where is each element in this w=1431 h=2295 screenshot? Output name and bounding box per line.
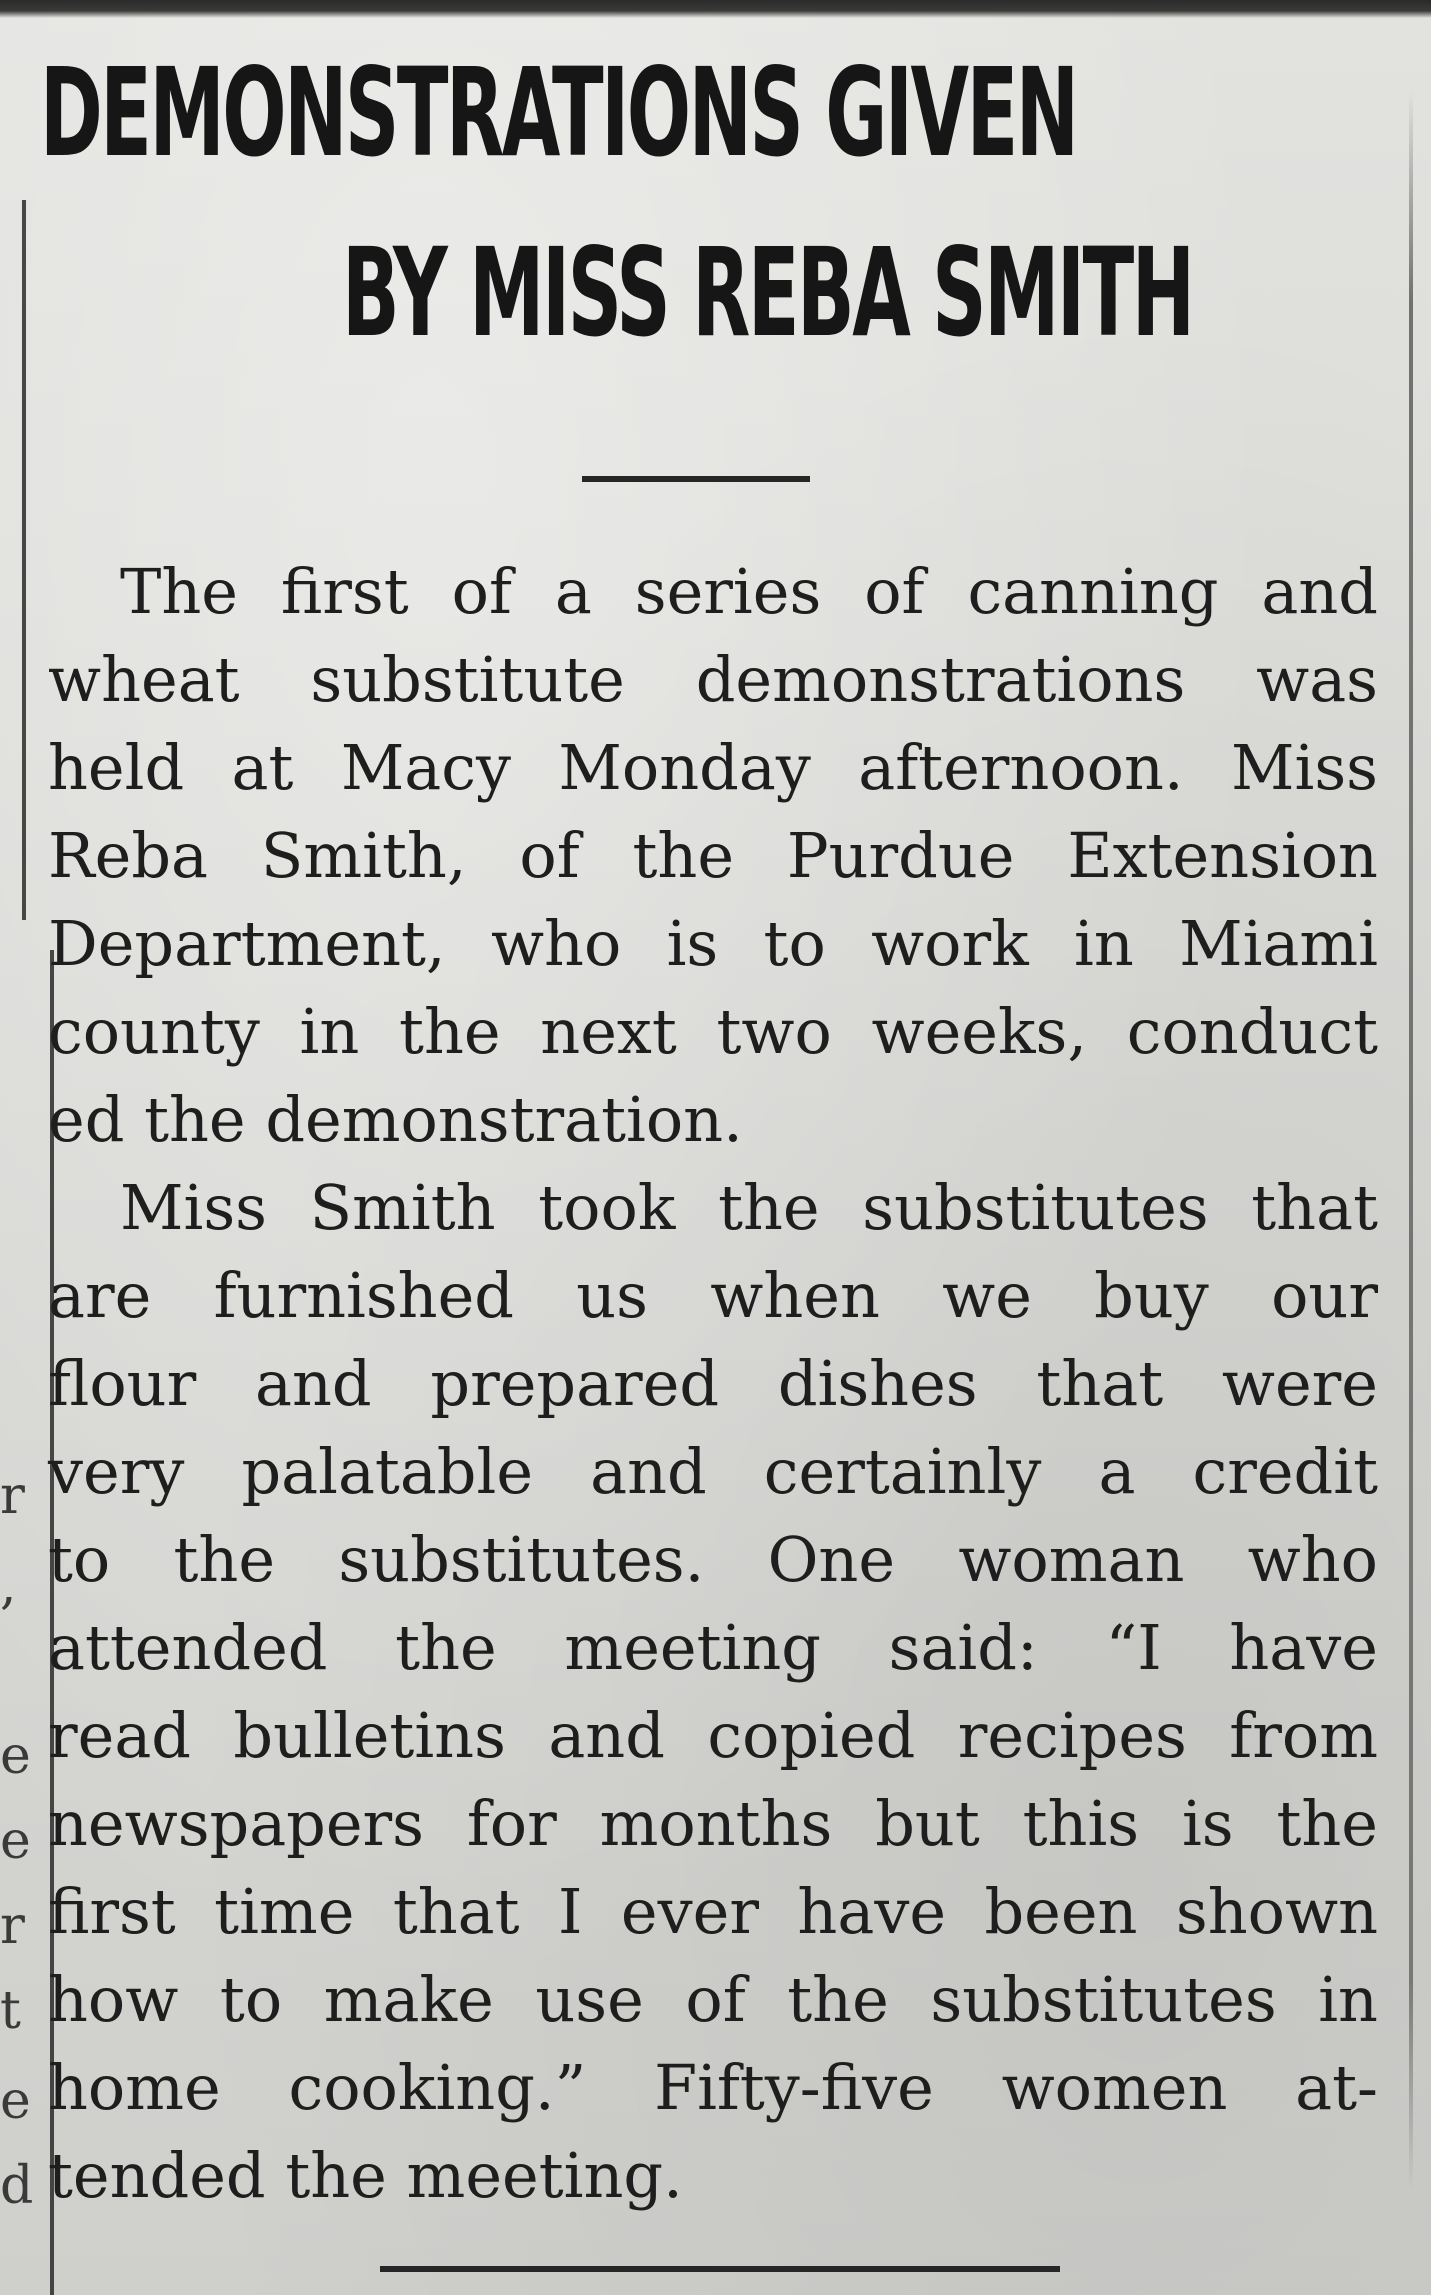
headline-line-2: BY MISS REBA SMITH bbox=[342, 222, 1193, 364]
right-column-rule bbox=[1409, 90, 1413, 2190]
paragraph-2-line: Miss Smith took the substitutes that bbox=[120, 1171, 1378, 1244]
article-end-rule bbox=[380, 2266, 1060, 2272]
paragraph-1-line: county in the next two weeks, conduct bbox=[48, 995, 1378, 1068]
margin-fragment: , bbox=[0, 1556, 17, 1616]
paragraph-2-line: newspapers for months but this is the bbox=[48, 1787, 1378, 1860]
article-body bbox=[48, 548, 1378, 2220]
paragraph-1-line: Department, who is to work in Miami bbox=[48, 907, 1378, 980]
paragraph-2-line: tended the meeting. bbox=[48, 2139, 683, 2212]
paragraph-2-line: first time that I ever have been shown bbox=[48, 1875, 1378, 1948]
left-column-rule-upper bbox=[22, 200, 26, 920]
paragraph-1-line: ed the demonstration. bbox=[48, 1083, 743, 1156]
margin-fragment: r bbox=[0, 1466, 25, 1526]
paragraph-2-line: attended the meeting said: “I have bbox=[48, 1611, 1378, 1684]
paragraph-2-line: to the substitutes. One woman who bbox=[48, 1523, 1378, 1596]
margin-fragment: t bbox=[0, 1981, 21, 2041]
paragraph-2-line: are furnished us when we buy our bbox=[48, 1259, 1378, 1332]
headline-divider bbox=[582, 476, 810, 482]
margin-fragment: d bbox=[0, 2156, 34, 2216]
paragraph-1-line: The first of a series of canning and bbox=[120, 555, 1378, 628]
top-column-rule bbox=[0, 0, 1431, 18]
paragraph-2-line: very palatable and certainly a credit bbox=[48, 1435, 1378, 1508]
paragraph-2-line: home cooking.” Fifty-five women at- bbox=[48, 2051, 1378, 2124]
paragraph-2-line: flour and prepared dishes that were bbox=[48, 1347, 1378, 1420]
margin-fragment: e bbox=[0, 1726, 31, 1786]
paragraph-1-line: held at Macy Monday afternoon. Miss bbox=[48, 731, 1378, 804]
margin-fragment: e bbox=[0, 2071, 31, 2131]
margin-fragment: e bbox=[0, 1811, 31, 1871]
paragraph-2-line: read bulletins and copied recipes from bbox=[48, 1699, 1378, 1772]
headline-line-1: DEMONSTRATIONS GIVEN bbox=[40, 42, 1077, 184]
paragraph-1-line: wheat substitute demonstrations was bbox=[48, 643, 1378, 716]
paragraph-2-line: how to make use of the substitutes in bbox=[48, 1963, 1378, 2036]
margin-fragment: r bbox=[0, 1896, 25, 1956]
paragraph-1-line: Reba Smith, of the Purdue Extension bbox=[48, 819, 1378, 892]
